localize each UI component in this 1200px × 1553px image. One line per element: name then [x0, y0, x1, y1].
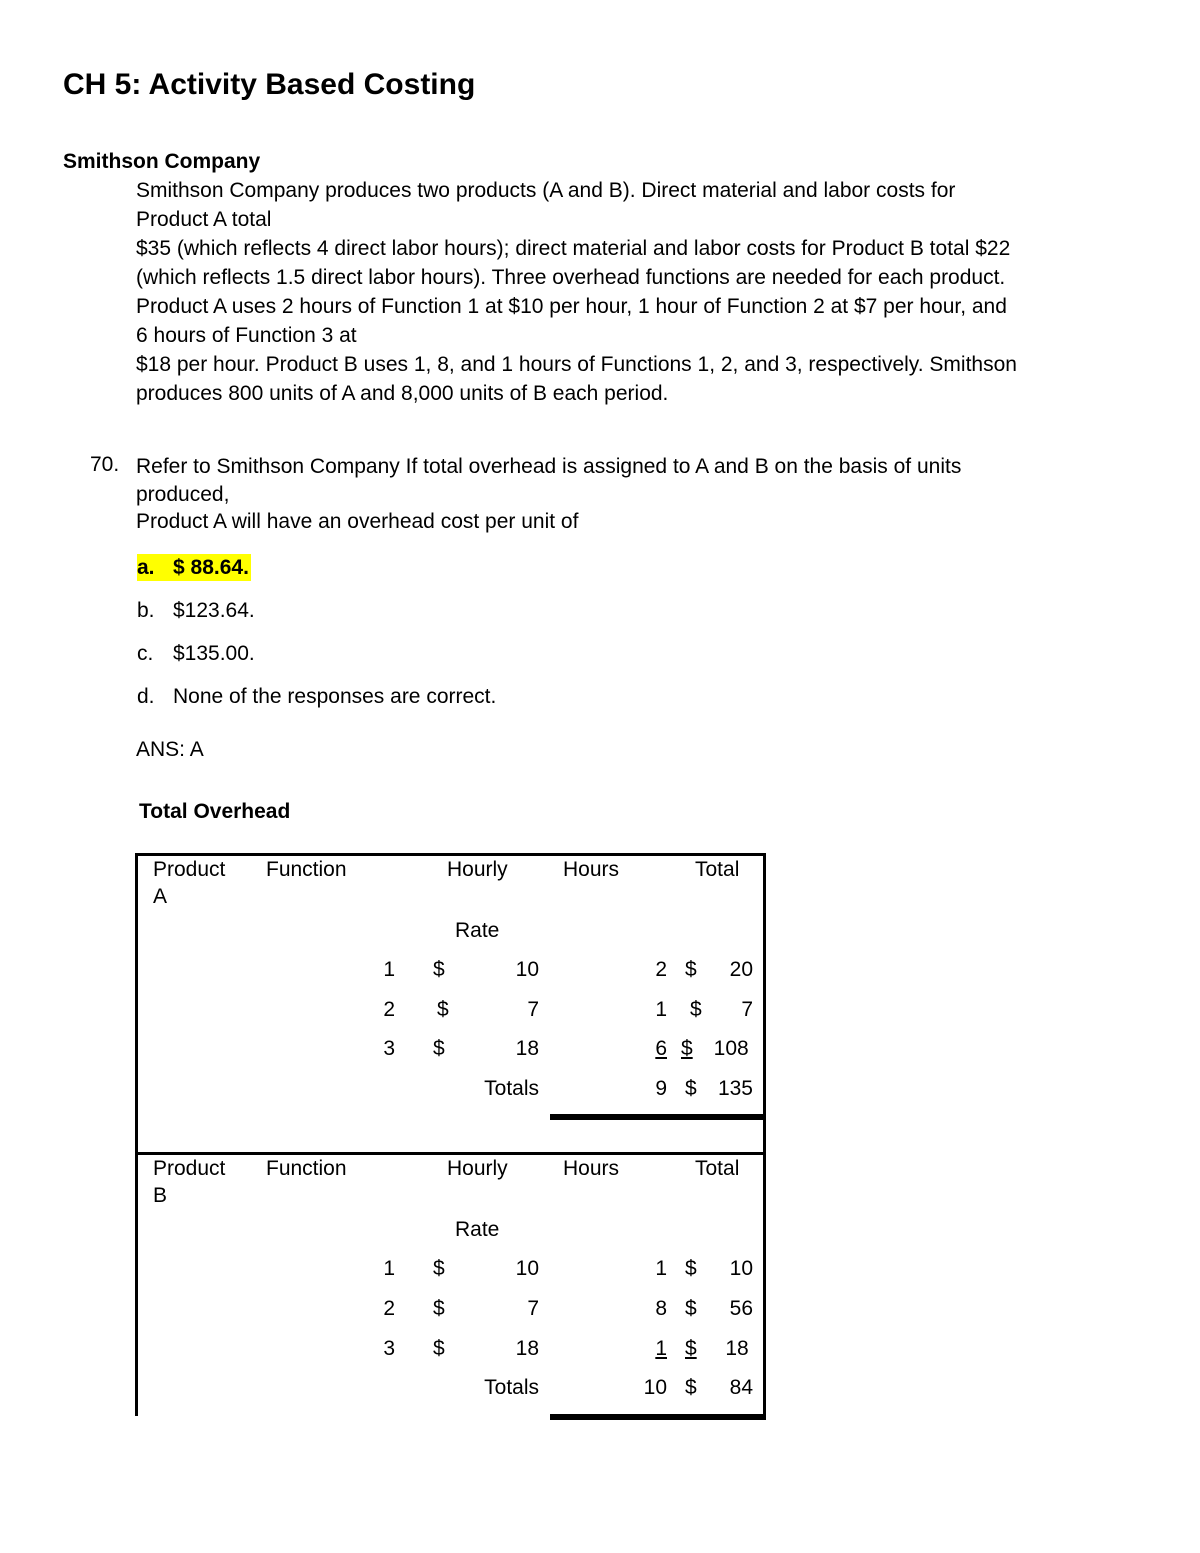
total-overhead-heading: Total Overhead: [139, 800, 291, 823]
rate-value: 18: [515, 1337, 539, 1360]
header-hours: Hours: [563, 858, 620, 881]
rate-value: 10: [515, 958, 539, 981]
header-hourly: Hourly: [447, 858, 508, 881]
hours-value: 6: [655, 1037, 667, 1060]
choice-label: b.: [137, 599, 155, 622]
rate-value: 18: [515, 1037, 539, 1060]
header-function: Function: [266, 858, 347, 881]
function-number: 2: [383, 998, 395, 1021]
question-text: [136, 453, 961, 536]
totals-dollar: $: [685, 1077, 697, 1100]
question-number: 70.: [90, 453, 120, 476]
header-rate: Rate: [455, 919, 500, 942]
totals-hours: 9: [655, 1077, 667, 1100]
question-line: Product A will have an overhead cost per unit of: [136, 510, 579, 533]
scenario-line: $18 per hour. Product B uses 1, 8, and 1 hours of Functions 1, 2, and 3, respectively. Smithson: [136, 353, 1017, 376]
scenario-line: Product A uses 2 hours of Function 1 at $10 per hour, 1 hour of Function 2 at $7 per hour, and: [136, 295, 1007, 318]
choice-b: [137, 599, 255, 623]
scenario-paragraph: [136, 176, 1136, 408]
table-left-border: [135, 853, 138, 1416]
header-product: Product: [153, 858, 226, 881]
choice-a: [137, 556, 251, 580]
table-a-totals-rule: [550, 1114, 766, 1120]
header-hourly: Hourly: [447, 1157, 508, 1180]
company-heading: Smithson Company: [63, 150, 261, 173]
totals-label: Totals: [484, 1077, 539, 1100]
total-value: 18: [725, 1337, 749, 1360]
table-b-totals-rule: [550, 1414, 766, 1420]
total-dollar: $: [690, 998, 702, 1021]
hours-value: 8: [655, 1297, 667, 1320]
totals-dollar: $: [685, 1376, 697, 1399]
scenario-line: 6 hours of Function 3 at: [136, 324, 357, 347]
rate-dollar: $: [433, 1337, 445, 1360]
choice-label: a.: [137, 556, 155, 579]
function-number: 3: [383, 1337, 395, 1360]
totals-hours: 10: [643, 1376, 667, 1399]
choice-label: c.: [137, 642, 154, 665]
function-number: 3: [383, 1037, 395, 1060]
header-total: Total: [695, 1157, 740, 1180]
total-dollar: $: [685, 1297, 697, 1320]
total-value: 108: [713, 1037, 749, 1060]
scenario-line: Product A total: [136, 208, 272, 231]
page-title: CH 5: Activity Based Costing: [63, 68, 476, 101]
total-value: 20: [729, 958, 753, 981]
totals-value: 84: [729, 1376, 753, 1399]
header-function: Function: [266, 1157, 347, 1180]
header-rate: Rate: [455, 1218, 500, 1241]
header-hours: Hours: [563, 1157, 620, 1180]
total-value: 7: [741, 998, 753, 1021]
totals-value: 135: [717, 1077, 753, 1100]
header-total: Total: [695, 858, 740, 881]
choice-text: $ 88.64.: [173, 556, 249, 579]
hours-value: 1: [655, 1257, 667, 1280]
scenario-line: produces 800 units of A and 8,000 units of B each period.: [136, 382, 669, 405]
choice-d: [137, 685, 496, 709]
rate-dollar: $: [437, 998, 449, 1021]
rate-dollar: $: [433, 958, 445, 981]
rate-dollar: $: [433, 1037, 445, 1060]
choice-text: $123.64.: [173, 599, 255, 622]
hours-value: 1: [655, 998, 667, 1021]
total-dollar: $: [685, 1337, 697, 1360]
rate-dollar: $: [433, 1297, 445, 1320]
total-value: 10: [729, 1257, 753, 1280]
total-cell-underlined: [681, 1037, 753, 1061]
scenario-line: (which reflects 1.5 direct labor hours). Three overhead functions are needed for each product.: [136, 266, 1006, 289]
function-number: 1: [383, 958, 395, 981]
table-top-border: [135, 853, 766, 856]
hours-value: 2: [655, 958, 667, 981]
function-number: 1: [383, 1257, 395, 1280]
total-dollar: $: [681, 1037, 693, 1060]
answer-text: ANS: A: [136, 738, 204, 761]
rate-dollar: $: [433, 1257, 445, 1280]
rate-value: 7: [527, 1297, 539, 1320]
choice-c: [137, 642, 255, 666]
choice-text: None of the responses are correct.: [173, 685, 497, 708]
scenario-line: $35 (which reflects 4 direct labor hours); direct material and labor costs for Product B total $22: [136, 237, 1011, 260]
scenario-line: Smithson Company produces two products (A and B). Direct material and labor costs for: [136, 179, 956, 202]
total-value: 56: [729, 1297, 753, 1320]
question-line: Refer to Smithson Company If total overhead is assigned to A and B on the basis of units: [136, 455, 962, 478]
choice-label: d.: [137, 685, 155, 708]
rate-value: 7: [527, 998, 539, 1021]
total-dollar: $: [685, 958, 697, 981]
total-dollar: $: [685, 1257, 697, 1280]
hours-value: 1: [655, 1337, 667, 1360]
table-b-right-border: [763, 1120, 766, 1420]
function-number: 2: [383, 1297, 395, 1320]
table-divider: [135, 1152, 766, 1155]
question-line: produced,: [136, 482, 230, 506]
header-product: Product: [153, 1157, 226, 1180]
header-product-letter: A: [153, 885, 168, 908]
choice-a-highlight: [137, 554, 251, 581]
rate-value: 10: [515, 1257, 539, 1280]
choice-text: $135.00.: [173, 642, 255, 665]
total-cell-underlined: [685, 1337, 753, 1361]
table-a-right-border: [763, 853, 766, 1121]
header-product-letter: B: [153, 1184, 168, 1207]
totals-label: Totals: [484, 1376, 539, 1399]
